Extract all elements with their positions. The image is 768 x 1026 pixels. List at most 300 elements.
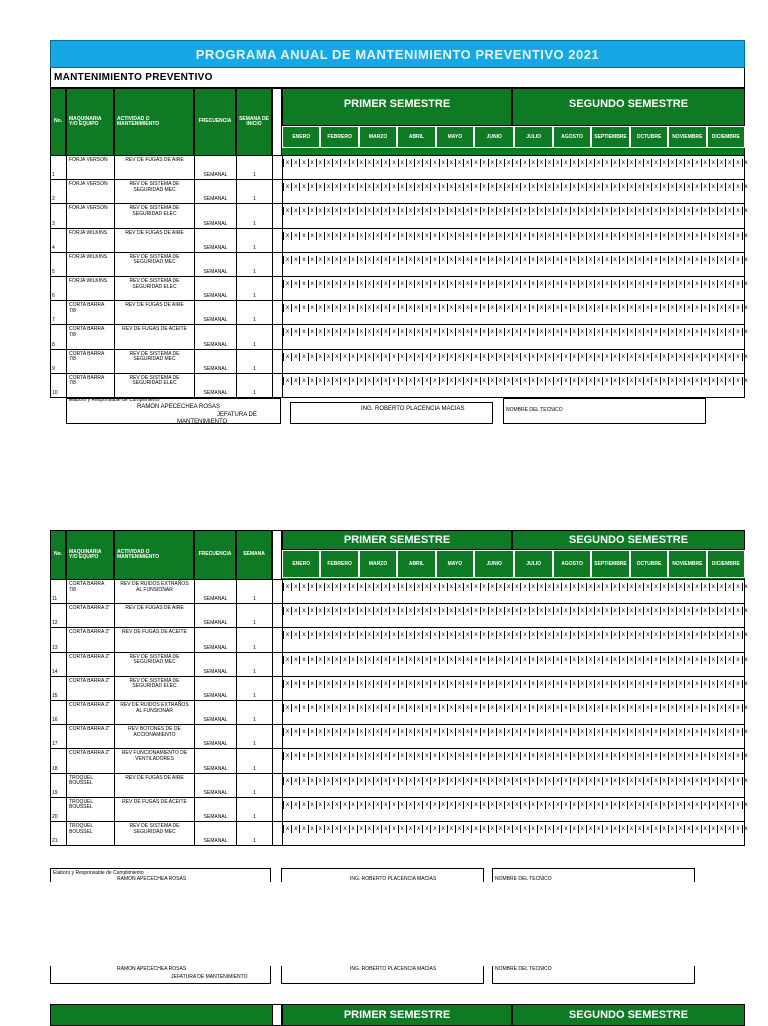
schedule-mark: x	[406, 777, 414, 785]
schedule-mark: x	[422, 304, 430, 312]
schedule-mark: x	[742, 607, 750, 615]
month-enero: ENERO	[282, 126, 320, 148]
schedule-mark: x	[660, 183, 668, 191]
schedule-mark: x	[586, 680, 594, 688]
row-spacer	[273, 156, 283, 179]
row-schedule	[283, 580, 746, 603]
schedule-mark: x	[635, 656, 643, 664]
row-spacer	[273, 822, 283, 845]
schedule-mark: x	[398, 583, 406, 591]
row-week: 1	[237, 725, 273, 748]
row-activity: REV DE FUGAS DE ACEITE	[115, 798, 195, 821]
schedule-mark: x	[447, 304, 455, 312]
schedule-mark: x	[488, 680, 496, 688]
row-week: 1	[237, 301, 273, 324]
schedule-mark: x	[611, 159, 619, 167]
header-spacer-2	[272, 530, 282, 580]
schedule-mark: x	[430, 353, 438, 361]
schedule-mark: x	[357, 280, 365, 288]
technician-label: NOMBRE DEL TECNICO	[506, 407, 563, 413]
schedule-mark: x	[651, 280, 659, 288]
schedule-mark: x	[684, 704, 692, 712]
schedule-mark: x	[537, 280, 545, 288]
schedule-mark: x	[422, 159, 430, 167]
schedule-mark: x	[651, 583, 659, 591]
schedule-mark: x	[430, 183, 438, 191]
row-number: 6	[51, 277, 67, 300]
schedule-mark: x	[406, 159, 414, 167]
schedule-mark: x	[545, 680, 553, 688]
schedule-mark: x	[594, 752, 602, 760]
schedule-mark: x	[545, 825, 553, 833]
schedule-mark: x	[611, 353, 619, 361]
schedule-mark: x	[349, 801, 357, 809]
schedule-mark: x	[496, 704, 504, 712]
schedule-mark: x	[373, 777, 381, 785]
schedule-mark: x	[619, 183, 627, 191]
schedule-mark: x	[545, 631, 553, 639]
schedule-mark: x	[398, 207, 406, 215]
schedule-mark: x	[455, 680, 463, 688]
schedule-mark: x	[480, 704, 488, 712]
schedule-mark: x	[283, 777, 291, 785]
schedule-mark: x	[332, 353, 340, 361]
schedule-mark: x	[676, 353, 684, 361]
schedule-mark: x	[308, 752, 316, 760]
schedule-mark: x	[340, 159, 348, 167]
row-equipment: CORTA BARRA 2"	[67, 628, 115, 651]
schedule-mark: x	[602, 728, 610, 736]
schedule-mark: x	[422, 353, 430, 361]
schedule-mark: x	[627, 256, 635, 264]
schedule-mark: x	[365, 825, 373, 833]
schedule-mark: x	[365, 704, 373, 712]
row-activity: REV DE FUGAS DE AIRE	[115, 301, 195, 324]
schedule-mark: x	[537, 631, 545, 639]
schedule-mark: x	[701, 377, 709, 385]
schedule-mark: x	[553, 280, 561, 288]
schedule-mark: x	[291, 583, 299, 591]
schedule-mark: x	[471, 656, 479, 664]
row-week: 1	[237, 653, 273, 676]
schedule-mark: x	[308, 353, 316, 361]
schedule-mark: x	[291, 825, 299, 833]
schedule-mark: x	[684, 583, 692, 591]
schedule-mark: x	[349, 728, 357, 736]
schedule-mark: x	[471, 256, 479, 264]
row-week: 1	[237, 628, 273, 651]
schedule-mark: x	[651, 752, 659, 760]
schedule-mark: x	[488, 304, 496, 312]
schedule-mark: x	[332, 777, 340, 785]
row-schedule	[283, 653, 746, 676]
schedule-mark: x	[717, 825, 725, 833]
schedule-mark: x	[684, 232, 692, 240]
schedule-mark: x	[381, 680, 389, 688]
schedule-mark: x	[561, 183, 569, 191]
schedule-mark: x	[406, 256, 414, 264]
schedule-mark: x	[611, 256, 619, 264]
schedule-mark: x	[504, 377, 512, 385]
schedule-mark: x	[291, 377, 299, 385]
schedule-mark: x	[430, 631, 438, 639]
schedule-mark: x	[611, 704, 619, 712]
schedule-mark: x	[389, 280, 397, 288]
schedule-mark: x	[291, 159, 299, 167]
schedule-mark: x	[561, 704, 569, 712]
schedule-mark: x	[692, 159, 700, 167]
schedule-mark: x	[676, 159, 684, 167]
schedule-mark: x	[463, 777, 471, 785]
schedule-mark: x	[504, 207, 512, 215]
table-row	[50, 301, 748, 325]
schedule-mark: x	[651, 159, 659, 167]
schedule-mark: x	[480, 256, 488, 264]
schedule-mark: x	[742, 801, 750, 809]
schedule-mark: x	[365, 328, 373, 336]
schedule-mark: x	[357, 256, 365, 264]
schedule-marks	[283, 256, 746, 264]
schedule-mark: x	[676, 801, 684, 809]
schedule-mark: x	[627, 353, 635, 361]
schedule-mark: x	[439, 704, 447, 712]
schedule-mark: x	[709, 777, 717, 785]
schedule-mark: x	[627, 777, 635, 785]
schedule-mark: x	[578, 256, 586, 264]
schedule-mark: x	[627, 377, 635, 385]
schedule-mark: x	[455, 353, 463, 361]
schedule-mark: x	[570, 680, 578, 688]
schedule-mark: x	[332, 304, 340, 312]
schedule-mark: x	[365, 656, 373, 664]
schedule-mark: x	[611, 304, 619, 312]
row-number: 9	[51, 350, 67, 373]
schedule-mark: x	[651, 728, 659, 736]
schedule-mark: x	[373, 353, 381, 361]
row-week: 1	[237, 180, 273, 203]
schedule-mark: x	[520, 207, 528, 215]
schedule-mark: x	[340, 280, 348, 288]
schedule-mark: x	[406, 801, 414, 809]
schedule-mark: x	[398, 159, 406, 167]
schedule-mark: x	[398, 752, 406, 760]
schedule-mark: x	[430, 728, 438, 736]
schedule-mark: x	[512, 328, 520, 336]
months-row-1	[282, 126, 745, 148]
schedule-mark: x	[349, 704, 357, 712]
schedule-mark: x	[455, 280, 463, 288]
schedule-mark: x	[283, 825, 291, 833]
schedule-mark: x	[316, 159, 324, 167]
schedule-mark: x	[537, 801, 545, 809]
row-week: 1	[237, 374, 273, 397]
schedule-mark: x	[717, 752, 725, 760]
schedule-mark: x	[406, 704, 414, 712]
header-equipment: MAQUINARIA Y/O EQUIPO	[66, 88, 114, 156]
schedule-mark: x	[676, 207, 684, 215]
row-week: 1	[237, 580, 273, 603]
schedule-mark: x	[684, 752, 692, 760]
signature-responsible-3	[50, 966, 271, 984]
schedule-mark: x	[471, 825, 479, 833]
schedule-mark: x	[316, 777, 324, 785]
schedule-mark: x	[709, 583, 717, 591]
schedule-mark: x	[398, 607, 406, 615]
schedule-mark: x	[668, 801, 676, 809]
schedule-mark: x	[651, 232, 659, 240]
schedule-mark: x	[742, 377, 750, 385]
schedule-mark: x	[733, 825, 741, 833]
row-schedule	[283, 374, 746, 397]
schedule-mark: x	[389, 256, 397, 264]
schedule-mark: x	[373, 207, 381, 215]
schedule-mark: x	[357, 304, 365, 312]
schedule-mark: x	[316, 825, 324, 833]
schedule-mark: x	[316, 656, 324, 664]
schedule-mark: x	[668, 656, 676, 664]
schedule-mark: x	[725, 183, 733, 191]
schedule-mark: x	[717, 777, 725, 785]
month-febrero: FEBRERO	[320, 126, 358, 148]
schedule-mark: x	[651, 328, 659, 336]
schedule-mark: x	[586, 704, 594, 712]
row-frequency: SEMANAL	[195, 374, 237, 397]
schedule-mark: x	[619, 256, 627, 264]
signature-engineer-2	[281, 868, 484, 882]
schedule-mark: x	[414, 583, 422, 591]
row-week: 1	[237, 774, 273, 797]
schedule-mark: x	[529, 607, 537, 615]
schedule-marks	[283, 631, 746, 639]
schedule-mark: x	[496, 825, 504, 833]
schedule-mark: x	[537, 377, 545, 385]
table-row	[50, 229, 748, 253]
schedule-mark: x	[545, 777, 553, 785]
schedule-mark: x	[471, 304, 479, 312]
schedule-mark: x	[660, 607, 668, 615]
schedule-mark: x	[332, 728, 340, 736]
header-spacer	[272, 88, 282, 156]
schedule-mark: x	[291, 304, 299, 312]
schedule-mark: x	[455, 159, 463, 167]
schedule-mark: x	[684, 777, 692, 785]
schedule-mark: x	[291, 256, 299, 264]
schedule-mark: x	[742, 704, 750, 712]
schedule-mark: x	[578, 377, 586, 385]
schedule-mark: x	[283, 353, 291, 361]
schedule-mark: x	[308, 777, 316, 785]
schedule-mark: x	[594, 256, 602, 264]
schedule-mark: x	[725, 328, 733, 336]
schedule-mark: x	[537, 232, 545, 240]
schedule-mark: x	[545, 183, 553, 191]
schedule-mark: x	[340, 207, 348, 215]
schedule-mark: x	[340, 825, 348, 833]
section-subtitle: MANTENIMIENTO PREVENTIVO	[50, 68, 745, 88]
schedule-mark: x	[635, 801, 643, 809]
schedule-mark: x	[709, 728, 717, 736]
schedule-mark: x	[709, 328, 717, 336]
schedule-mark: x	[545, 752, 553, 760]
schedule-mark: x	[717, 680, 725, 688]
schedule-marks	[283, 265, 746, 273]
schedule-mark: x	[602, 777, 610, 785]
schedule-mark: x	[742, 825, 750, 833]
schedule-mark: x	[496, 207, 504, 215]
schedule-mark: x	[570, 752, 578, 760]
schedule-mark: x	[627, 680, 635, 688]
schedule-mark: x	[586, 304, 594, 312]
schedule-mark: x	[512, 183, 520, 191]
engineer-name: ING. ROBERTO PLACENCIA MACIAS	[361, 406, 465, 412]
schedule-mark: x	[308, 377, 316, 385]
schedule-mark: x	[578, 353, 586, 361]
schedule-mark: x	[381, 583, 389, 591]
schedule-mark: x	[643, 353, 651, 361]
schedule-mark: x	[561, 752, 569, 760]
row-spacer	[273, 253, 283, 276]
schedule-mark: x	[381, 232, 389, 240]
schedule-mark: x	[283, 752, 291, 760]
schedule-mark: x	[349, 825, 357, 833]
schedule-mark: x	[643, 328, 651, 336]
schedule-mark: x	[496, 680, 504, 688]
schedule-mark: x	[447, 680, 455, 688]
schedule-mark: x	[463, 353, 471, 361]
schedule-mark: x	[742, 680, 750, 688]
schedule-mark: x	[406, 680, 414, 688]
schedule-mark: x	[676, 280, 684, 288]
schedule-mark: x	[545, 377, 553, 385]
schedule-mark: x	[398, 377, 406, 385]
schedule-mark: x	[455, 232, 463, 240]
schedule-mark: x	[504, 607, 512, 615]
schedule-mark: x	[553, 801, 561, 809]
schedule-mark: x	[471, 583, 479, 591]
schedule-mark: x	[553, 304, 561, 312]
schedule-mark: x	[643, 752, 651, 760]
schedule-mark: x	[692, 752, 700, 760]
row-schedule	[283, 204, 746, 227]
schedule-mark: x	[529, 704, 537, 712]
schedule-mark: x	[570, 353, 578, 361]
schedule-mark: x	[340, 680, 348, 688]
schedule-marks	[283, 183, 746, 191]
schedule-mark: x	[324, 353, 332, 361]
schedule-mark: x	[692, 728, 700, 736]
schedule-mark: x	[619, 801, 627, 809]
schedule-mark: x	[496, 728, 504, 736]
schedule-marks	[283, 207, 746, 215]
schedule-mark: x	[717, 607, 725, 615]
schedule-mark: x	[308, 631, 316, 639]
schedule-mark: x	[299, 353, 307, 361]
schedule-mark: x	[660, 801, 668, 809]
schedule-mark: x	[430, 256, 438, 264]
schedule-mark: x	[389, 207, 397, 215]
schedule-mark: x	[365, 183, 373, 191]
row-frequency: SEMANAL	[195, 628, 237, 651]
schedule-mark: x	[340, 801, 348, 809]
schedule-mark: x	[365, 159, 373, 167]
schedule-mark: x	[373, 656, 381, 664]
schedule-mark: x	[725, 801, 733, 809]
schedule-mark: x	[529, 777, 537, 785]
engineer-name-2: ING. ROBERTO PLACENCIA MACIAS	[350, 876, 437, 882]
schedule-mark: x	[586, 353, 594, 361]
schedule-mark: x	[520, 777, 528, 785]
schedule-mark: x	[422, 704, 430, 712]
row-frequency: SEMANAL	[195, 301, 237, 324]
schedule-mark: x	[594, 704, 602, 712]
schedule-mark: x	[496, 159, 504, 167]
month-septiembre-2: SEPTIEMBRE	[591, 550, 629, 578]
schedule-mark: x	[668, 825, 676, 833]
schedule-mark: x	[529, 825, 537, 833]
row-activity: REV DE FUGAS DE ACEITE	[115, 628, 195, 651]
schedule-mark: x	[725, 353, 733, 361]
schedule-mark: x	[594, 207, 602, 215]
schedule-mark: x	[529, 256, 537, 264]
schedule-mark: x	[414, 159, 422, 167]
month-julio: JULIO	[514, 126, 552, 148]
row-activity: REV BOTONES DE DE ACCIONAMIENTO	[115, 725, 195, 748]
schedule-mark: x	[692, 256, 700, 264]
schedule-mark: x	[463, 232, 471, 240]
technician-label-3: NOMBRE DEL TECNICO	[495, 966, 552, 972]
schedule-mark: x	[389, 377, 397, 385]
schedule-mark: x	[586, 583, 594, 591]
schedule-mark: x	[308, 656, 316, 664]
schedule-mark: x	[455, 256, 463, 264]
schedule-mark: x	[717, 353, 725, 361]
schedule-mark: x	[676, 777, 684, 785]
schedule-mark: x	[692, 377, 700, 385]
schedule-mark: x	[529, 353, 537, 361]
schedule-mark: x	[660, 752, 668, 760]
schedule-mark: x	[357, 159, 365, 167]
schedule-mark: x	[430, 304, 438, 312]
month-marzo-2: MARZO	[359, 550, 397, 578]
schedule-mark: x	[291, 183, 299, 191]
row-schedule	[283, 677, 746, 700]
schedule-marks	[283, 159, 746, 167]
schedule-mark: x	[422, 631, 430, 639]
schedule-mark: x	[504, 801, 512, 809]
schedule-mark: x	[701, 607, 709, 615]
header-equipment-2: MAQUINARIA Y/O EQUIPO	[66, 530, 114, 580]
schedule-mark: x	[332, 680, 340, 688]
schedule-mark: x	[299, 377, 307, 385]
schedule-mark: x	[373, 232, 381, 240]
schedule-mark: x	[488, 280, 496, 288]
schedule-mark: x	[373, 680, 381, 688]
schedule-mark: x	[299, 680, 307, 688]
schedule-mark: x	[692, 777, 700, 785]
schedule-mark: x	[357, 656, 365, 664]
schedule-mark: x	[660, 583, 668, 591]
schedule-mark: x	[537, 183, 545, 191]
header-no: No.	[50, 88, 66, 156]
responsible-name: RAMON APECECHEA ROSAS	[137, 404, 221, 410]
schedule-mark: x	[430, 232, 438, 240]
schedule-mark: x	[692, 183, 700, 191]
schedule-marks	[283, 377, 746, 385]
schedule-mark: x	[324, 280, 332, 288]
schedule-mark: x	[570, 825, 578, 833]
row-frequency: SEMANAL	[195, 701, 237, 724]
schedule-mark: x	[684, 607, 692, 615]
